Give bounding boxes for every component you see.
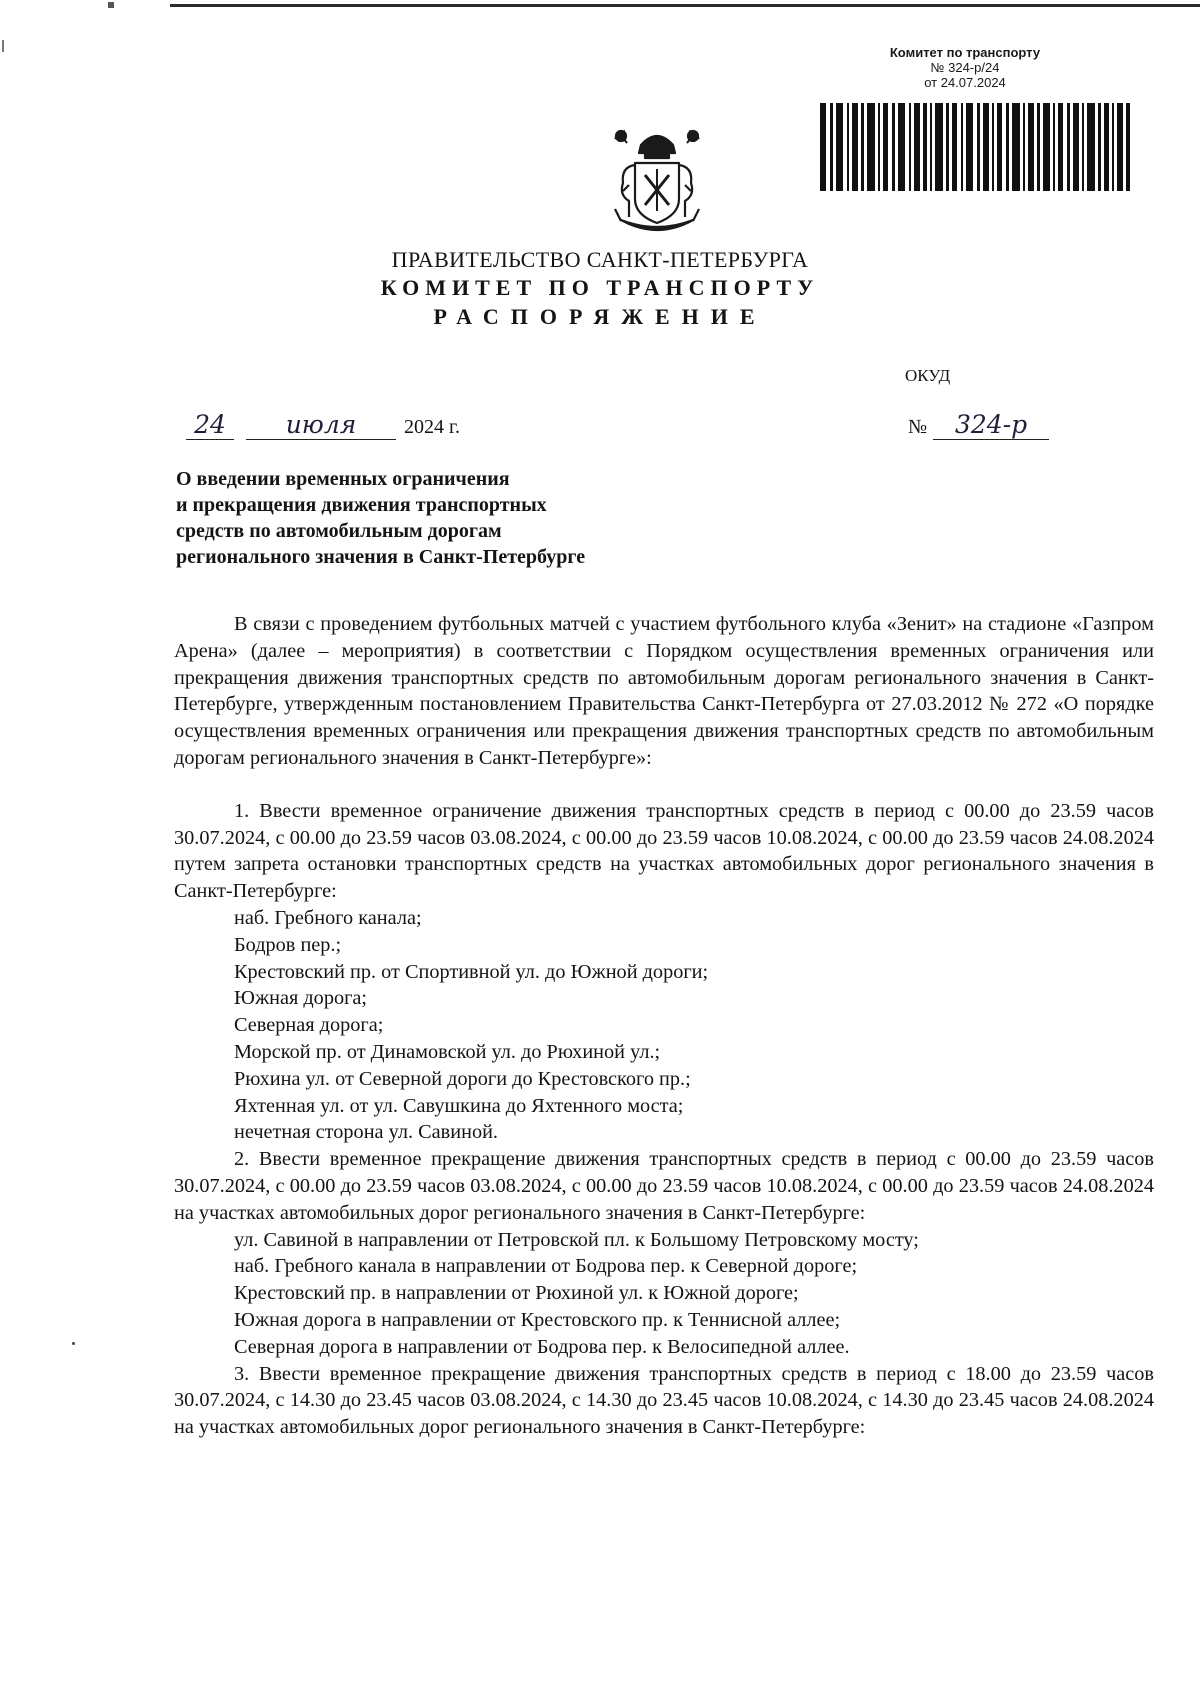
document-title — [176, 466, 736, 570]
item-1-road: Северная дорога; — [234, 1014, 384, 1037]
scan-dot — [72, 1342, 75, 1345]
coat-of-arms-icon — [605, 125, 709, 240]
handwritten-number: 324-р — [933, 410, 1049, 440]
title-line: регионального значения в Санкт-Петербурге — [176, 546, 586, 568]
barcode-icon — [820, 103, 1130, 191]
title-line: средств по автомобильным дорогам — [176, 520, 502, 542]
preamble: В связи с проведением футбольных матчей с участием футбольного клуба «Зенит» на стадионе «Газпром Арена» (далее – мероприятия) в соответствии с Порядком осуществления временных ограничения или прекращения движения транспортных средств по автомобильным дорогам регионального значения в Санкт-Петербурге, утвержденным постановлением Правительства Санкт-Петербурга от 27.03.2012 № 272 «О порядке осуществления временных ограничения или прекращения движения транспортных средств по автомобильным дорогам регионального значения в Санкт-Петербурге»: — [174, 613, 1154, 769]
item-2-road: Крестовский пр. в направлении от Рюхиной ул. к Южной дороге; — [234, 1282, 799, 1305]
stamp-org: Комитет по транспорту — [889, 45, 1041, 60]
stamp-reg-number: № 324-р/24 — [930, 60, 1000, 75]
committee-name: КОМИТЕТ ПО ТРАНСПОРТУ — [380, 275, 820, 300]
handwritten-month: июля — [246, 410, 396, 440]
item-1: 1. Ввести временное ограничение движения транспортных средств в период с 00.00 до 23.59 часов 30.07.2024, с 00.00 до 23.59 часов 03.08.2024, с 00.00 до 23.59 часов 10.08.2024, с 00.00 до 23.59 часов 24.08.2024 путем запрета остановки транспортных средств на участках автомобильных дорог регионального значения в Санкт-Петербурге: — [174, 799, 1154, 903]
handwritten-day: 24 — [186, 410, 234, 440]
item-2-road: ул. Савиной в направлении от Петровской пл. к Большому Петровскому мосту; — [234, 1228, 919, 1251]
scan-mark — [108, 2, 114, 8]
item-3: 3. Ввести временное прекращение движения транспортных средств в период с 18.00 до 23.59 часов 30.07.2024, с 14.30 до 23.45 часов 03.08.2024, с 14.30 до 23.45 часов 10.08.2024, с 14.30 до 23.45 часов 24.08.2024 на участках автомобильных дорог регионального значения в Санкт-Петербурге: — [174, 1362, 1154, 1439]
item-1-road: Рюхина ул. от Северной дороги до Крестовского пр.; — [234, 1067, 691, 1090]
stamp-reg-date: от 24.07.2024 — [924, 75, 1006, 90]
item-1-road: Южная дорога; — [234, 987, 368, 1010]
document-type: РАСПОРЯЖЕНИЕ — [433, 304, 767, 329]
document-date — [186, 410, 460, 440]
item-2-road: Северная дорога в направлении от Бодрова пер. к Велосипедной аллее. — [234, 1335, 850, 1358]
title-line: О введении временных ограничения — [176, 468, 510, 490]
scan-mark-left — [2, 40, 4, 52]
item-1-road: нечетная сторона ул. Савиной. — [234, 1121, 499, 1144]
item-2-road: Южная дорога в направлении от Крестовского пр. к Теннисной аллее; — [234, 1308, 841, 1331]
scan-border-line — [170, 4, 1200, 7]
document-header — [0, 246, 1200, 332]
item-1-road: Яхтенная ул. от ул. Савушкина до Яхтенного моста; — [234, 1094, 684, 1117]
item-2: 2. Ввести временное прекращение движения транспортных средств в период с 00.00 до 23.59 часов 30.07.2024, с 00.00 до 23.59 часов 03.08.2024, с 00.00 до 23.59 часов 10.08.2024, с 00.00 до 23.59 часов 24.08.2024 на участках автомобильных дорог регионального значения в Санкт-Петербурге: — [174, 1148, 1154, 1224]
item-1-road: Морской пр. от Динамовской ул. до Рюхиной ул.; — [234, 1040, 661, 1063]
item-1-road: наб. Гребного канала; — [234, 906, 422, 929]
date-year: 2024 г. — [404, 416, 460, 438]
registration-stamp — [850, 45, 1080, 90]
document-body — [174, 611, 1154, 1441]
item-1-road: Бодров пер.; — [234, 933, 342, 956]
okud-label: ОКУД — [905, 366, 951, 385]
item-2-road: наб. Гребного канала в направлении от Бодрова пер. к Северной дороге; — [234, 1255, 858, 1278]
item-1-road: Крестовский пр. от Спортивной ул. до Южной дороги; — [234, 960, 709, 983]
title-line: и прекращения движения транспортных — [176, 494, 547, 516]
document-number — [908, 410, 1049, 440]
number-prefix: № — [908, 416, 928, 438]
government-name: ПРАВИТЕЛЬСТВО САНКТ-ПЕТЕРБУРГА — [391, 247, 809, 272]
